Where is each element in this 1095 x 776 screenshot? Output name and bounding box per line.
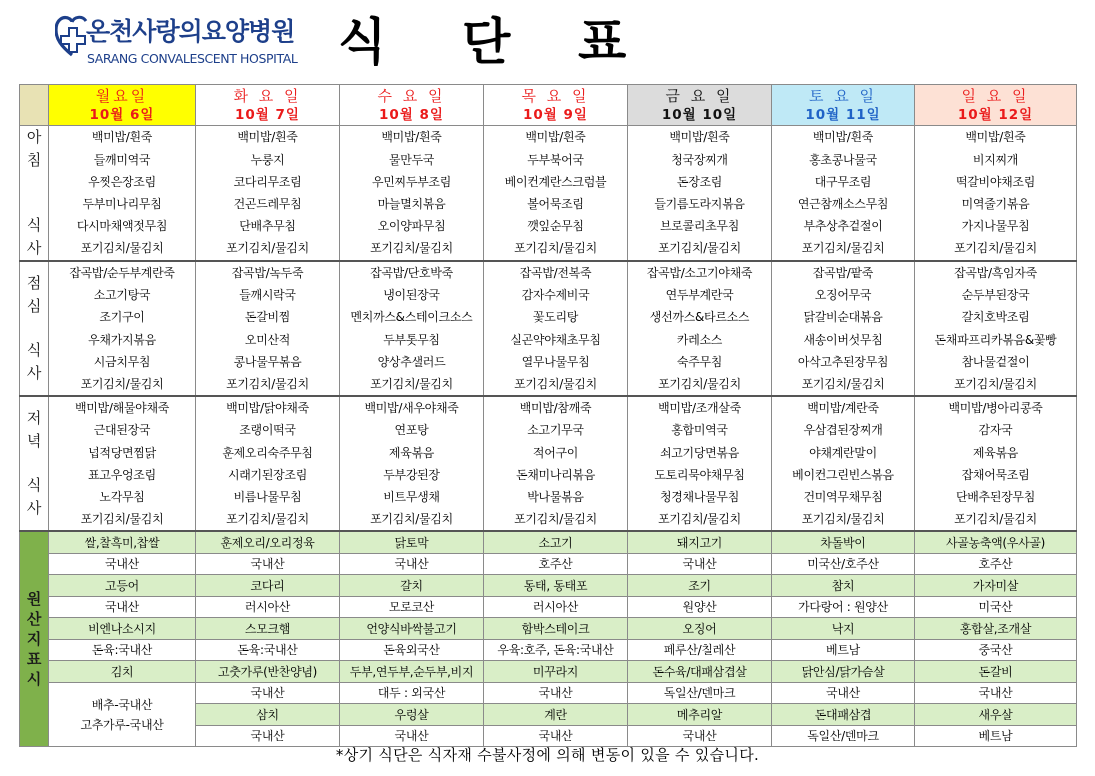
menu-item: 양상추샐러드 [377, 354, 446, 369]
dinner-row [20, 396, 1077, 531]
menu-item: 실곤약야채초무침 [510, 332, 601, 347]
menu-item: 백미밥/병아리콩죽 [948, 401, 1043, 416]
origin-label [20, 531, 49, 747]
menu-item: 제육볶음 [388, 445, 435, 460]
origin-cell: 함박스테이크 [484, 618, 628, 640]
menu-item: 포기김치/물김치 [954, 512, 1037, 527]
menu-item: 백미밥/계란죽 [807, 401, 879, 416]
hospital-name: 온천사랑의요양병원 [86, 17, 295, 46]
lunch-label [20, 261, 49, 396]
menu-item: 우민찌두부조림 [371, 174, 452, 189]
day-header-row [20, 85, 1077, 126]
menu-item: 포기김치/물김치 [954, 377, 1037, 392]
day-header [484, 85, 628, 126]
menu-item: 잡곡밥/소고기야채죽 [646, 266, 753, 280]
menu-item: 건곤드레무침 [233, 197, 302, 211]
menu-item: 노각무침 [99, 490, 145, 505]
menu-item: 멘치까스&스테이크소스 [350, 310, 473, 325]
meal-label-char: 침 [26, 151, 42, 169]
day-date: 10월 12일 [957, 107, 1034, 123]
meal-cell [196, 261, 340, 396]
origin-cell: 스모크햄 [196, 618, 340, 640]
menu-item: 포기김치/물김치 [370, 377, 453, 392]
origin-cell: 갈치 [340, 575, 484, 597]
menu-item: 마늘멸치볶음 [377, 197, 446, 211]
origin-label-char: 원 [26, 590, 42, 609]
cross-heart-icon [55, 13, 89, 59]
menu-item: 도토리묵야채무침 [654, 467, 745, 482]
menu-item: 잡곡밥/흑임자죽 [954, 266, 1037, 280]
menu-item: 백미밥/흰죽 [91, 130, 153, 145]
menu-item: 포기김치/물김치 [658, 512, 741, 527]
day-name: 목 요 일 [521, 87, 590, 105]
menu-item: 백미밥/흰죽 [381, 130, 442, 145]
menu-item: 두부강된장 [383, 467, 440, 482]
origin-cell: 국내산 [196, 682, 340, 704]
meal-label-char: 저 [26, 409, 42, 428]
menu-item: 포기김치/물김치 [226, 377, 309, 392]
menu-item: 잡곡밥/단호박죽 [370, 266, 453, 280]
day-name: 금 요 일 [665, 87, 734, 105]
menu-item: 오징어무국 [814, 288, 872, 303]
menu-item: 오이양파무침 [377, 219, 446, 234]
menu-item: 시래기된장조림 [227, 467, 308, 482]
origin-cell: 대두 : 외국산 [340, 682, 484, 704]
origin-cell: 국내산 [196, 725, 340, 747]
origin-row [20, 661, 1077, 683]
meal-cell [772, 261, 915, 396]
menu-item: 부추상추겉절이 [803, 219, 883, 234]
hospital-english-name: SARANG CONVALESCENT HOSPITAL [87, 51, 298, 66]
menu-item: 카레소스 [676, 332, 723, 347]
origin-cell: 러시아산 [196, 596, 340, 618]
menu-item: 깻잎순무침 [527, 219, 584, 234]
meal-label-char: 아 [26, 128, 42, 146]
origin-label-char: 시 [26, 670, 42, 689]
menu-item: 오미산적 [244, 332, 291, 347]
meal-label-char [20, 318, 48, 339]
origin-row [20, 639, 1077, 661]
origin-cell: 닭토막 [340, 531, 484, 553]
menu-item: 갈치호박조림 [961, 310, 1030, 325]
menu-item: 두부톳무침 [383, 332, 440, 347]
origin-cell: 국내산 [196, 553, 340, 575]
origin-cell: 우렁살 [340, 704, 484, 726]
title-char-2: 단 [462, 13, 511, 71]
origin-cell: 페루산/칠레산 [628, 639, 772, 661]
menu-item: 홍합미역국 [671, 423, 728, 438]
menu-item: 감자수제비국 [521, 288, 590, 303]
origin-cell: 국내산 [49, 596, 196, 618]
day-header [915, 85, 1077, 126]
menu-item: 코다리무조림 [233, 174, 302, 189]
meal-label-char [20, 453, 48, 474]
origin-cell: 닭안심/닭가슴살 [772, 661, 915, 683]
meal-label-char: 사 [26, 239, 42, 257]
menu-item: 우채가지볶음 [88, 332, 156, 347]
menu-item: 잡곡밥/팥죽 [812, 266, 874, 280]
menu-item: 닭갈비순대볶음 [803, 310, 883, 325]
meal-cell [49, 126, 196, 262]
origin-cell: 고춧가루(반찬양념) [196, 661, 340, 683]
menu-item: 포기김치/물김치 [80, 241, 164, 256]
day-header [628, 85, 772, 126]
origin-cell: 동태, 동태포 [484, 575, 628, 597]
menu-item: 표고우엉조림 [88, 467, 156, 482]
meal-cell [340, 261, 484, 396]
meal-cell [915, 126, 1077, 262]
menu-item: 물만두국 [388, 152, 435, 167]
menu-item: 백미밥/조개살죽 [658, 401, 741, 416]
menu-item: 순두부된장국 [961, 288, 1030, 303]
menu-item: 베이컨그린빈스볶음 [792, 467, 894, 482]
origin-cell: 모로코산 [340, 596, 484, 618]
page-header [0, 0, 1095, 82]
menu-item: 백미밥/참깨죽 [519, 401, 592, 416]
menu-item: 포기김치/물김치 [80, 512, 164, 527]
origin-cell: 국내산 [628, 553, 772, 575]
title-char-3: 표 [578, 13, 627, 71]
dinner-label [20, 396, 49, 531]
origin-cell: 국내산 [49, 553, 196, 575]
breakfast-label [20, 126, 49, 262]
menu-item: 넙적당면찜닭 [88, 445, 156, 460]
origin-cell: 국내산 [772, 682, 915, 704]
origin-cell: 돼지고기 [628, 531, 772, 553]
menu-item: 볼어묵조림 [527, 197, 584, 211]
meal-label-char: 점 [26, 274, 42, 293]
menu-item: 새송이버섯무침 [803, 332, 883, 347]
origin-label-char: 지 [26, 630, 42, 649]
menu-item: 제육볶음 [972, 445, 1019, 460]
origin-cell: 돈육:국내산 [49, 639, 196, 661]
origin-cell: 국내산 [484, 682, 628, 704]
day-date: 10월 9일 [523, 107, 588, 123]
origin-cell: 돈육외국산 [340, 639, 484, 661]
menu-item: 포기김치/물김치 [80, 377, 164, 392]
origin-row [20, 553, 1077, 575]
menu-item: 백미밥/새우야채죽 [364, 401, 459, 416]
menu-item: 백미밥/흰죽 [525, 130, 586, 145]
menu-item: 포기김치/물김치 [658, 241, 741, 256]
menu-item: 훈제오리숙주무침 [222, 445, 313, 460]
menu-item: 잡곡밥/순두부계란죽 [69, 266, 175, 280]
menu-item: 잡채어묵조림 [961, 467, 1030, 482]
menu-item: 꽃도리탕 [532, 310, 579, 325]
menu-item: 포기김치/물김치 [370, 241, 453, 256]
origin-cell: 오징어 [628, 618, 772, 640]
day-name: 화 요 일 [233, 87, 302, 105]
menu-item: 백미밥/흰죽 [237, 130, 298, 145]
origin-cell: 홍합살,조개살 [915, 618, 1077, 640]
menu-item: 우삼겹된장찌개 [803, 423, 883, 438]
origin-row [20, 596, 1077, 618]
meal-cell [628, 261, 772, 396]
menu-item: 근대된장국 [93, 423, 151, 438]
origin-cell: 소고기 [484, 531, 628, 553]
menu-item: 냉이된장국 [383, 288, 440, 303]
origin-cell: 가다랑어 : 원양산 [772, 596, 915, 618]
meal-cell [49, 261, 196, 396]
day-name: 수 요 일 [377, 87, 446, 105]
menu-item: 조기구이 [99, 310, 145, 325]
meal-cell [196, 396, 340, 531]
hospital-logo [55, 13, 325, 75]
origin-cell: 비엔나소시지 [49, 618, 196, 640]
menu-item: 포기김치/물김치 [801, 241, 885, 256]
origin-cell: 가자미살 [915, 575, 1077, 597]
menu-item: 두부미나리무침 [82, 197, 162, 211]
origin-cell: 돈육:국내산 [196, 639, 340, 661]
menu-item: 가지나물무침 [961, 219, 1030, 234]
menu-item: 참나물겉절이 [961, 354, 1030, 369]
menu-item: 생선까스&타르소스 [649, 310, 750, 325]
menu-item: 단배추된장무침 [955, 490, 1036, 505]
menu-item: 포기김치/물김치 [514, 377, 597, 392]
menu-item: 쇠고기당면볶음 [659, 445, 740, 460]
menu-item: 아삭고추된장무침 [797, 354, 889, 369]
menu-item: 연두부계란국 [665, 288, 734, 303]
menu-item: 비름나물무침 [233, 490, 302, 505]
menu-item: 포기김치/물김치 [658, 377, 741, 392]
origin-cell: 우육:호주, 돈육:국내산 [484, 639, 628, 661]
menu-item: 대구무조림 [814, 174, 872, 189]
meal-label-char [20, 172, 48, 193]
menu-item: 단배추무침 [239, 219, 296, 234]
origin-cell: 미꾸라지 [484, 661, 628, 683]
menu-item: 포기김치/물김치 [514, 241, 597, 256]
meal-cell [915, 396, 1077, 531]
origin-cell: 참치 [772, 575, 915, 597]
origin-row [20, 531, 1077, 553]
origin-cell: 국내산 [915, 682, 1077, 704]
meal-cell [484, 396, 628, 531]
header-corner [20, 85, 49, 126]
footer-note: *상기 식단은 식자재 수불사정에 의해 변동이 있을 수 있습니다. [335, 746, 760, 764]
origin-cell: 차돌박이 [772, 531, 915, 553]
menu-item: 돈갈비찜 [244, 310, 291, 325]
menu-item: 백미밥/흰죽 [965, 130, 1026, 145]
day-date: 10월 7일 [235, 107, 300, 123]
menu-item: 포기김치/물김치 [226, 241, 309, 256]
origin-cell: 김치 [49, 661, 196, 683]
menu-item: 미역줄기볶음 [961, 197, 1030, 211]
menu-item: 감자국 [978, 423, 1013, 438]
origin-cell: 돈대패삼겹 [772, 704, 915, 726]
origin-row [20, 618, 1077, 640]
origin-cell: 훈제오리/오리정육 [196, 531, 340, 553]
meal-cell [915, 261, 1077, 396]
menu-item: 들기름도라지볶음 [654, 197, 745, 211]
meal-cell [340, 126, 484, 262]
menu-item: 포기김치/물김치 [226, 512, 309, 527]
menu-item: 백미밥/해물야채죽 [74, 401, 170, 416]
menu-item: 돈채파프리카볶음&꽃빵 [934, 332, 1057, 347]
lunch-row [20, 261, 1077, 396]
menu-item: 누룽지 [250, 152, 285, 167]
origin-cell: 미국산 [915, 596, 1077, 618]
day-name: 월요일 [95, 87, 149, 105]
menu-item: 시금치무침 [93, 354, 151, 369]
meal-cell [484, 261, 628, 396]
menu-item: 브로콜리초무침 [659, 219, 740, 234]
origin-cell: 국내산 [628, 725, 772, 747]
kimchi-origin-text: 고추가루-국내산 [80, 717, 164, 732]
origin-cell: 미국산/호주산 [772, 553, 915, 575]
menu-item: 두부북어국 [527, 152, 584, 167]
meal-cell [49, 396, 196, 531]
title-char-1: 식 [338, 13, 387, 71]
origin-cell: 두부,연두부,순두부,비지 [340, 661, 484, 683]
menu-item: 연포탕 [394, 423, 429, 438]
origin-cell: 낙지 [772, 618, 915, 640]
day-date: 10월 8일 [379, 107, 444, 123]
meal-cell [772, 396, 915, 531]
meal-cell [340, 396, 484, 531]
kimchi-origin-text: 배추-국내산 [91, 697, 153, 712]
menu-item: 돈채미나리볶음 [515, 467, 596, 482]
day-header [49, 85, 196, 126]
kimchi-origin-cell [49, 682, 196, 747]
origin-cell: 국내산 [484, 725, 628, 747]
origin-cell: 원양산 [628, 596, 772, 618]
menu-item: 야채계란말이 [809, 445, 877, 460]
origin-cell: 언양식바싹불고기 [340, 618, 484, 640]
origin-label-char: 산 [26, 610, 42, 629]
origin-cell: 쌀,찰흑미,찹쌀 [49, 531, 196, 553]
origin-cell: 중국산 [915, 639, 1077, 661]
menu-item: 돈장조림 [676, 174, 723, 189]
origin-row [20, 575, 1077, 597]
day-name: 일 요 일 [961, 87, 1030, 105]
origin-cell: 삼치 [196, 704, 340, 726]
menu-item: 비트무생채 [383, 490, 440, 505]
menu-item: 포기김치/물김치 [954, 241, 1037, 256]
day-name: 토 요 일 [808, 87, 877, 105]
menu-item: 백미밥/흰죽 [812, 130, 874, 145]
menu-item: 백미밥/흰죽 [669, 130, 730, 145]
meal-label-char: 식 [26, 476, 42, 495]
meal-cell [772, 126, 915, 262]
origin-cell: 국내산 [340, 553, 484, 575]
origin-cell: 국내산 [340, 725, 484, 747]
menu-item: 백미밥/닭야채죽 [226, 401, 309, 416]
origin-cell: 계란 [484, 704, 628, 726]
menu-item: 박나물볶음 [527, 490, 584, 505]
meal-label-char: 사 [26, 499, 42, 518]
menu-item: 홍초콩나물국 [809, 152, 877, 167]
menu-item: 잡곡밥/녹두죽 [231, 266, 304, 280]
meal-label-char: 사 [26, 364, 42, 383]
origin-cell: 돈갈비 [915, 661, 1077, 683]
menu-item: 포기김치/물김치 [370, 512, 453, 527]
day-header [340, 85, 484, 126]
origin-cell: 호주산 [484, 553, 628, 575]
menu-item: 적어구이 [532, 445, 579, 460]
breakfast-row [20, 126, 1077, 262]
origin-cell: 돈수육/대패삼겹살 [628, 661, 772, 683]
origin-cell: 메추리알 [628, 704, 772, 726]
menu-item: 들깨시락국 [239, 288, 296, 303]
meal-label-char [20, 193, 48, 214]
origin-cell: 독일산/덴마크 [628, 682, 772, 704]
origin-cell: 고등어 [49, 575, 196, 597]
menu-table [19, 84, 1077, 747]
meal-cell [196, 126, 340, 262]
menu-item: 포기김치/물김치 [801, 377, 885, 392]
menu-item: 소고기탕국 [93, 288, 151, 303]
meal-cell [628, 396, 772, 531]
meal-label-char: 녁 [26, 432, 42, 451]
day-date: 10월 6일 [89, 107, 155, 123]
menu-item: 베이컨계란스크럼블 [504, 174, 607, 189]
meal-label-char: 식 [26, 341, 42, 360]
menu-item: 떡갈비야채조림 [955, 174, 1036, 189]
meal-cell [628, 126, 772, 262]
menu-item: 청국장찌개 [671, 152, 728, 167]
menu-item: 우찟은장조림 [88, 174, 156, 189]
origin-cell: 새우살 [915, 704, 1077, 726]
menu-item: 다시마채액젓무침 [76, 219, 168, 234]
menu-item: 숙주무침 [676, 354, 723, 369]
menu-item: 콩나물무볶음 [233, 354, 302, 369]
menu-item: 청경채나물무침 [659, 490, 740, 505]
menu-item: 조랭이떡국 [239, 423, 296, 438]
menu-item: 포기김치/물김치 [801, 512, 885, 527]
menu-item: 들깨미역국 [93, 152, 151, 167]
origin-cell: 조기 [628, 575, 772, 597]
menu-item: 포기김치/물김치 [514, 512, 597, 527]
origin-row [20, 682, 1077, 704]
origin-label-char: 표 [26, 650, 42, 669]
menu-item: 연근참깨소스무침 [797, 197, 889, 211]
origin-cell: 코다리 [196, 575, 340, 597]
origin-cell: 베트남 [915, 725, 1077, 747]
day-header [196, 85, 340, 126]
origin-cell: 베트남 [772, 639, 915, 661]
origin-cell: 사골농축액(우사골) [915, 531, 1077, 553]
menu-item: 건미역무채무침 [803, 490, 883, 505]
menu-item: 열무나물무침 [521, 354, 590, 369]
day-date: 10월 10일 [661, 107, 738, 123]
origin-cell: 러시아산 [484, 596, 628, 618]
meal-label-char: 식 [26, 216, 42, 234]
origin-cell: 호주산 [915, 553, 1077, 575]
menu-item: 잡곡밥/전복죽 [519, 266, 592, 280]
meal-cell [484, 126, 628, 262]
origin-cell: 독일산/덴마크 [772, 725, 915, 747]
menu-item: 소고기무국 [527, 423, 584, 438]
meal-label-char: 심 [26, 297, 42, 316]
day-header [772, 85, 915, 126]
menu-item: 비지찌개 [972, 152, 1019, 167]
day-date: 10월 11일 [805, 107, 881, 123]
